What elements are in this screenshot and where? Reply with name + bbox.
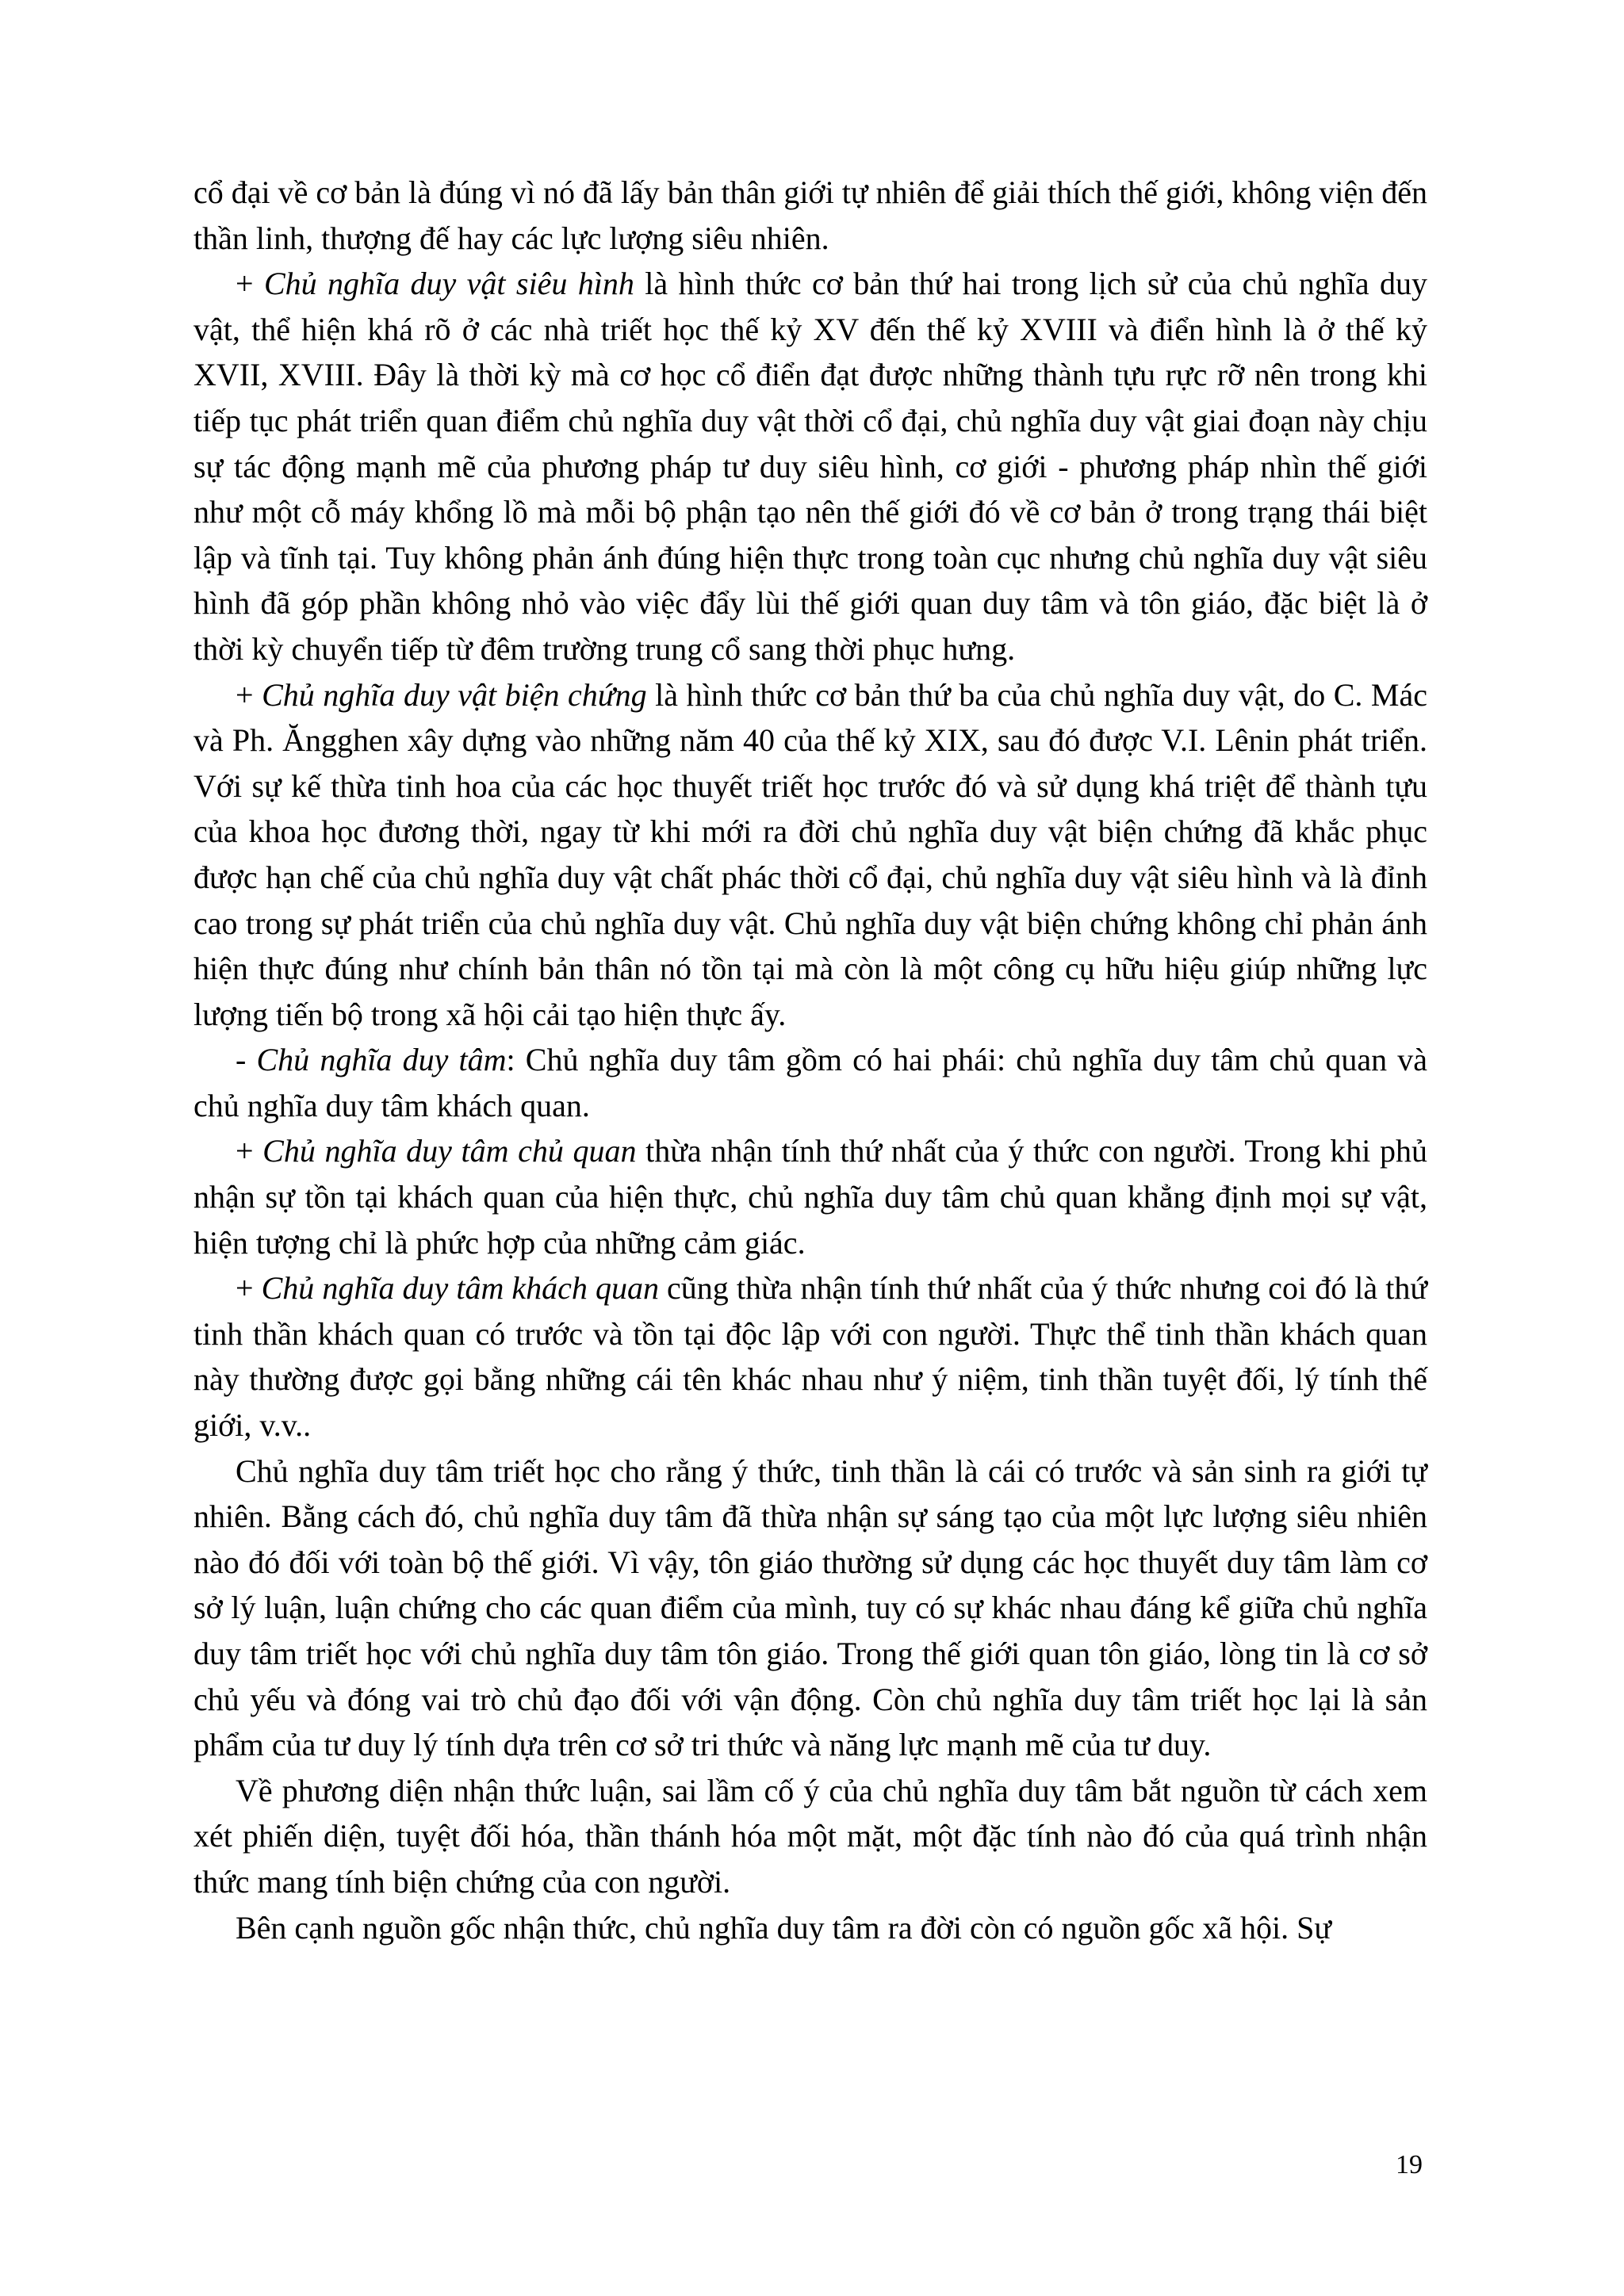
paragraph-9 [193,1905,1427,1951]
paragraph-8 [193,1768,1427,1905]
paragraph-lead: + [236,676,262,713]
paragraph-text: là hình thức cơ bản thứ ba của chủ nghĩa duy vật, do C. Mác và Ph. Ăngghen xây dựng vào những năm 40 của thế kỷ XIX, sau đó được V.I. Lênin phát triển. Với sự kế thừa tinh hoa của các học thuyết triết học trước đó và sử dụng khá triệt để thành tựu của khoa học đương thời, ngay từ khi mới ra đời chủ nghĩa duy vật biện chứng đã khắc phục được hạn chế của chủ nghĩa duy vật chất phác thời cổ đại, chủ nghĩa duy vật siêu hình và là đỉnh cao trong sự phát triển của chủ nghĩa duy vật. Chủ nghĩa duy vật biện chứng không chỉ phản ánh hiện thực đúng như chính bản thân nó tồn tại mà còn là một công cụ hữu hiệu giúp những lực lượng tiến bộ trong xã hội cải tạo hiện thực ấy. [193,676,1428,1032]
paragraph-7 [193,1448,1427,1768]
paragraph-term: Chủ nghĩa duy tâm khách quan [261,1270,659,1307]
paragraph-term: Chủ nghĩa duy tâm [256,1042,507,1078]
paragraph-text: Bên cạnh nguồn gốc nhận thức, chủ nghĩa duy tâm ra đời còn có nguồn gốc xã hội. Sự [236,1909,1331,1946]
paragraph-5 [193,1128,1427,1265]
page-number: 19 [1396,2150,1423,2179]
paragraph-lead: + [236,266,264,302]
body-text [193,170,1427,1950]
paragraph-text: là hình thức cơ bản thứ hai trong lịch sử của chủ nghĩa duy vật, thể hiện khá rõ ở các nhà triết học thế kỷ XV đến thế kỷ XVIII và điển hình là ở thế kỷ XVII, XVIII. Đây là thời kỳ mà cơ học cổ điển đạt được những thành tựu rực rỡ nên trong khi tiếp tục phát triển quan điểm chủ nghĩa duy vật thời cổ đại, chủ nghĩa duy vật giai đoạn này chịu sự tác động mạnh mẽ của phương pháp tư duy siêu hình, cơ giới - phương pháp nhìn thế giới như một cỗ máy khổng lồ mà mỗi bộ phận tạo nên thế giới đó về cơ bản ở trong trạng thái biệt lập và tĩnh tại. Tuy không phản ánh đúng hiện thực trong toàn cục nhưng chủ nghĩa duy vật siêu hình đã góp phần không nhỏ vào việc đẩy lùi thế giới quan duy tâm và tôn giáo, đặc biệt là ở thời kỳ chuyển tiếp từ đêm trường trung cổ sang thời phục hưng. [193,266,1427,667]
paragraph-lead: + [236,1270,262,1307]
paragraph-text: Chủ nghĩa duy tâm triết học cho rằng ý thức, tinh thần là cái có trước và sản sinh ra giới tự nhiên. Bằng cách đó, chủ nghĩa duy tâm đã thừa nhận sự sáng tạo của một lực lượng siêu nhiên nào đó đối với toàn bộ thế giới. Vì vậy, tôn giáo thường sử dụng các học thuyết duy tâm làm cơ sở lý luận, luận chứng cho các quan điểm của mình, tuy có sự khác nhau đáng kể giữa chủ nghĩa duy tâm triết học với chủ nghĩa duy tâm tôn giáo. Trong thế giới quan tôn giáo, lòng tin là cơ sở chủ yếu và đóng vai trò chủ đạo đối với vận động. Còn chủ nghĩa duy tâm triết học lại là sản phẩm của tư duy lý tính dựa trên cơ sở tri thức và năng lực mạnh mẽ của tư duy. [193,1452,1427,1763]
paragraph-lead: + [236,1133,263,1169]
paragraph-4 [193,1037,1427,1128]
paragraph-3 [193,672,1427,1038]
paragraph-text: : Chủ nghĩa duy tâm gồm có hai phái: chủ nghĩa duy tâm chủ quan và chủ nghĩa duy tâm khách quan. [193,1042,1428,1123]
paragraph-2 [193,261,1427,672]
paragraph-text: Về phương diện nhận thức luận, sai lầm cố ý của chủ nghĩa duy tâm bắt nguồn từ cách xem xét phiến diện, tuyệt đối hóa, thần thánh hóa một mặt, một đặc tính nào đó của quá trình nhận thức mang tính biện chứng của con người. [193,1772,1427,1900]
paragraph-term: Chủ nghĩa duy vật biện chứng [262,676,647,713]
paragraph-6 [193,1265,1427,1448]
paragraph-term: Chủ nghĩa duy tâm chủ quan [262,1133,637,1169]
paragraph-lead: - [236,1042,257,1078]
paragraph-text: cổ đại về cơ bản là đúng vì nó đã lấy bản thân giới tự nhiên để giải thích thế giới, không viện đến thần linh, thượng đế hay các lực lượng siêu nhiên. [193,174,1427,256]
paragraph-1 [193,170,1427,261]
paragraph-text: thừa nhận tính thứ nhất của ý thức con người. Trong khi phủ nhận sự tồn tại khách quan của hiện thực, chủ nghĩa duy tâm chủ quan khẳng định mọi sự vật, hiện tượng chỉ là phức hợp của những cảm giác. [193,1133,1427,1261]
paragraph-text: cũng thừa nhận tính thứ nhất của ý thức nhưng coi đó là thứ tinh thần khách quan có trước và tồn tại độc lập với con người. Thực thể tinh thần khách quan này thường được gọi bằng những cái tên khác nhau như ý niệm, tinh thần tuyệt đối, lý tính thế giới, v.v.. [193,1270,1428,1444]
paragraph-term: Chủ nghĩa duy vật siêu hình [263,266,634,302]
